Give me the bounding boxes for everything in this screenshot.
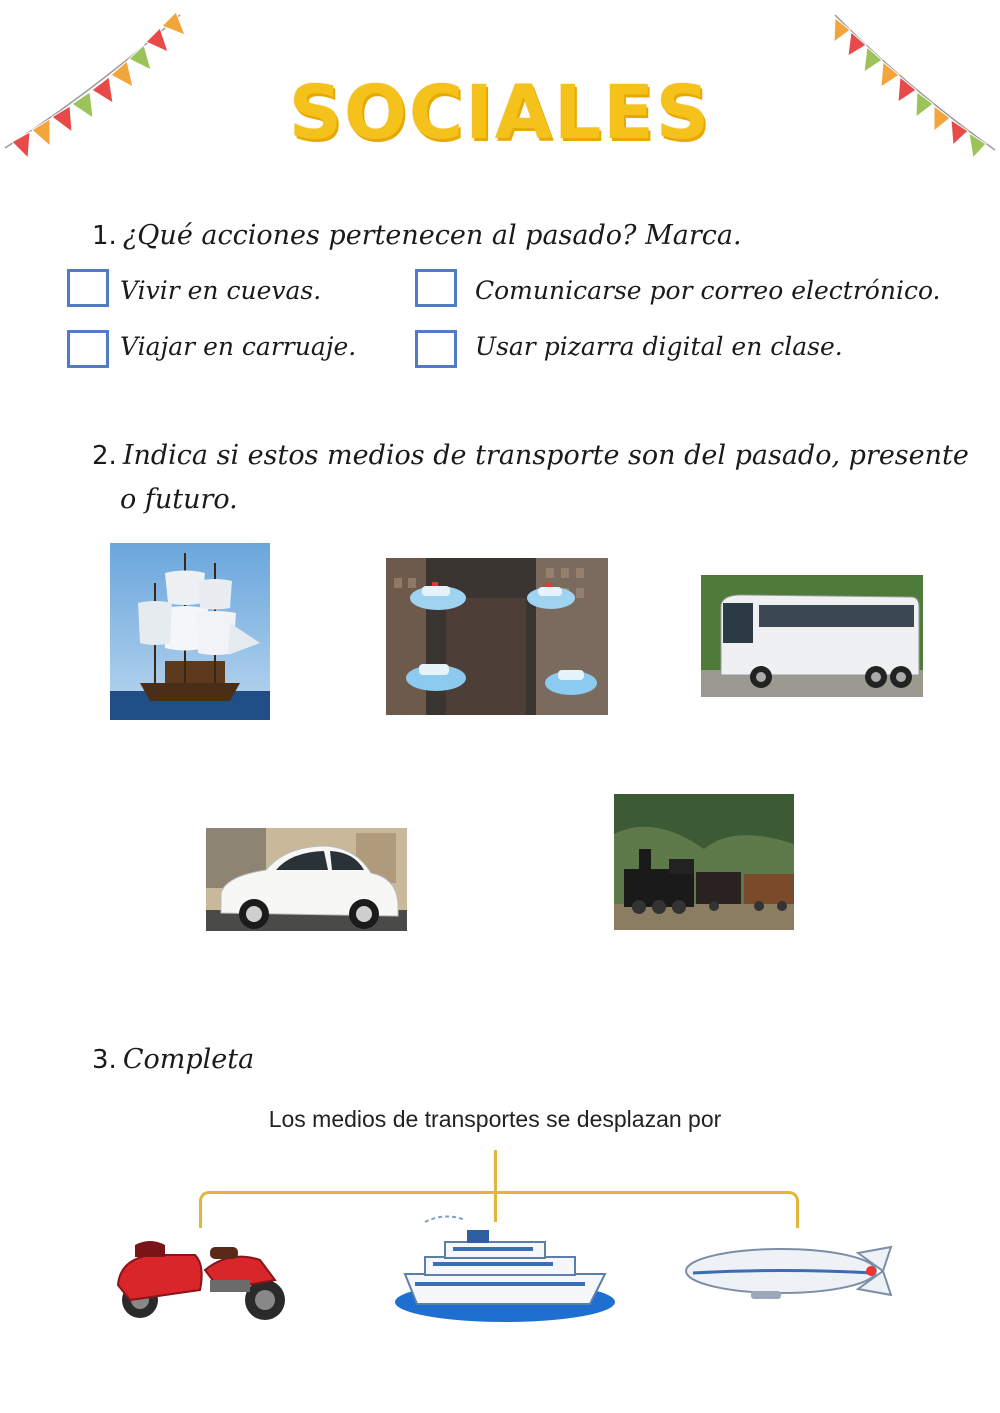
small-car-image [206,828,407,931]
cruise-ship-image [395,1212,617,1322]
question-2-number: 2. [92,441,117,471]
checkbox-option-3[interactable] [67,330,109,368]
sailing-ship-image [110,543,270,720]
steam-train-image [614,794,794,930]
question-1-number: 1. [92,221,117,251]
question-3-number: 3. [92,1045,117,1075]
question-2-line-1: Indica si estos medios de transporte son del pasado, presente [122,440,969,471]
question-2-line-2: o futuro. [120,484,238,515]
motorcycle-sidecar-image [110,1225,295,1325]
option-label-4: Usar pizarra digital en clase. [475,332,843,361]
checkbox-option-1[interactable] [67,269,109,307]
question-3-text: Completa [122,1044,255,1075]
question-1-text: ¿Qué acciones pertenecen al pasado? Marca. [122,220,742,251]
flying-police-cars-image [386,558,608,715]
question-1 [92,220,742,251]
transport-caption: Los medios de transportes se desplazan por [268,1106,722,1132]
checkbox-option-4[interactable] [415,330,457,368]
option-label-2: Comunicarse por correo electrónico. [475,276,941,305]
airship-image [683,1243,896,1308]
question-2 [92,440,969,471]
page-title: SOCIALES [288,70,712,156]
coach-bus-image [701,575,923,697]
option-label-3: Viajar en carruaje. [120,332,357,361]
option-label-1: Vivir en cuevas. [120,276,322,305]
question-3 [92,1044,254,1075]
checkbox-option-2[interactable] [415,269,457,307]
